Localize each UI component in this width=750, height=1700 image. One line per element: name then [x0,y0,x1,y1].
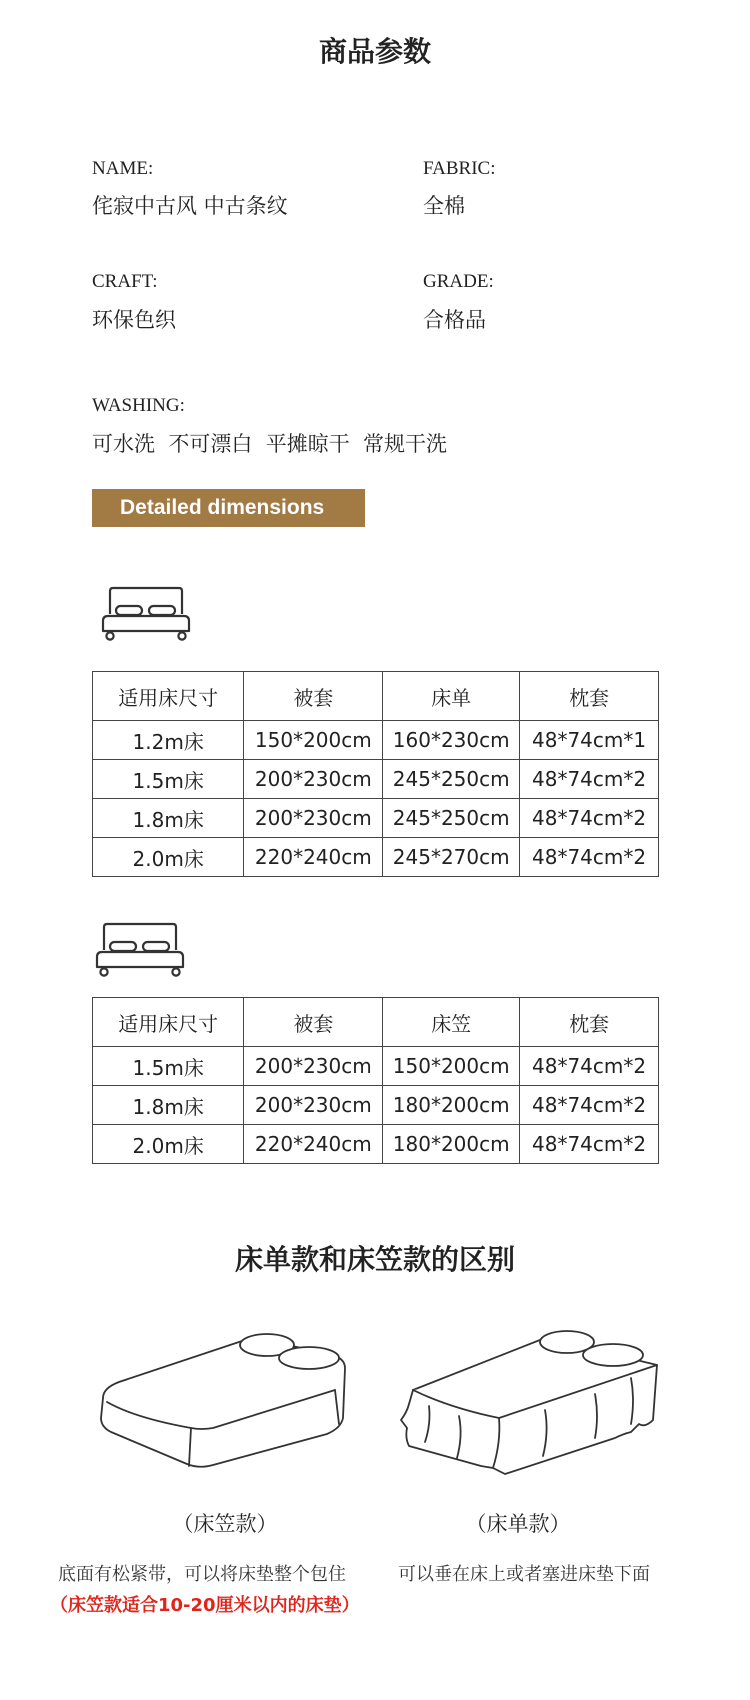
table-cell: 200*230cm [244,1047,383,1086]
table-cell: 48*74cm*2 [520,1086,659,1125]
table-cell: 245*270cm [383,838,520,877]
table-cell: 1.8m床 [93,799,244,838]
table-cell: 1.5m床 [93,1047,244,1086]
header-pillowcase: 枕套 [520,672,659,721]
header-pillowcase: 枕套 [520,998,659,1047]
table-cell: 48*74cm*2 [520,1125,659,1164]
table-header-row [93,998,659,1047]
page-title: 商品参数 [318,35,431,68]
table-cell: 160*230cm [383,721,520,760]
sheet-description: 可以垂在床上或者塞进床垫下面 [398,1564,650,1585]
table-cell: 48*74cm*2 [520,1047,659,1086]
grade-label: GRADE: [423,271,494,292]
table-cell: 245*250cm [383,799,520,838]
table-cell: 48*74cm*2 [520,838,659,877]
fabric-label: FABRIC: [423,158,496,179]
table-cell: 150*200cm [244,721,383,760]
grade-value: 合格品 [423,308,486,332]
table-cell: 1.5m床 [93,760,244,799]
table-row [93,1086,659,1125]
fitted-set-table [92,997,659,1164]
table-row [93,799,659,838]
table-row [93,838,659,877]
table-cell: 200*230cm [244,1086,383,1125]
bed-icon [100,585,192,641]
name-label: NAME: [92,158,154,179]
sheet-caption: （床单款） [465,1512,571,1536]
table-cell: 48*74cm*2 [520,799,659,838]
craft-label: CRAFT: [92,271,158,292]
table-cell: 245*250cm [383,760,520,799]
fitted-sheet-illustration [95,1320,355,1470]
bed-icon [94,921,186,977]
dimensions-banner: Detailed dimensions [92,489,365,527]
header-bed-size: 适用床尺寸 [93,998,244,1047]
table-cell: 150*200cm [383,1047,520,1086]
table-cell: 2.0m床 [93,1125,244,1164]
sheet-set-table [92,671,659,877]
name-value: 侘寂中古风 中古条纹 [92,194,288,218]
table-cell: 180*200cm [383,1125,520,1164]
table-cell: 180*200cm [383,1086,520,1125]
table-cell: 48*74cm*2 [520,760,659,799]
header-bed-size: 适用床尺寸 [93,672,244,721]
table-cell: 220*240cm [244,838,383,877]
header-fitted-sheet: 床笠 [383,998,520,1047]
comparison-title: 床单款和床笠款的区别 [234,1243,515,1276]
washing-label: WASHING: [92,395,185,416]
table-cell: 200*230cm [244,760,383,799]
table-cell: 1.2m床 [93,721,244,760]
washing-value: 可水洗 不可漂白 平摊晾干 常规干洗 [92,432,448,456]
table-header-row [93,672,659,721]
table-row [93,721,659,760]
flat-sheet-illustration [395,1320,665,1480]
table-cell: 200*230cm [244,799,383,838]
header-duvet-cover: 被套 [244,998,383,1047]
table-cell: 2.0m床 [93,838,244,877]
fitted-description: 底面有松紧带，可以将床垫整个包住 [58,1564,346,1585]
table-cell: 48*74cm*1 [520,721,659,760]
table-cell: 1.8m床 [93,1086,244,1125]
fabric-value: 全棉 [423,194,465,218]
table-row [93,1125,659,1164]
table-row [93,760,659,799]
fitted-note: （床笠款适合10-20厘米以内的床垫） [50,1595,360,1616]
header-duvet-cover: 被套 [244,672,383,721]
craft-value: 环保色织 [92,308,176,332]
table-row [93,1047,659,1086]
fitted-caption: （床笠款） [172,1512,278,1536]
table-cell: 220*240cm [244,1125,383,1164]
header-flat-sheet: 床单 [383,672,520,721]
